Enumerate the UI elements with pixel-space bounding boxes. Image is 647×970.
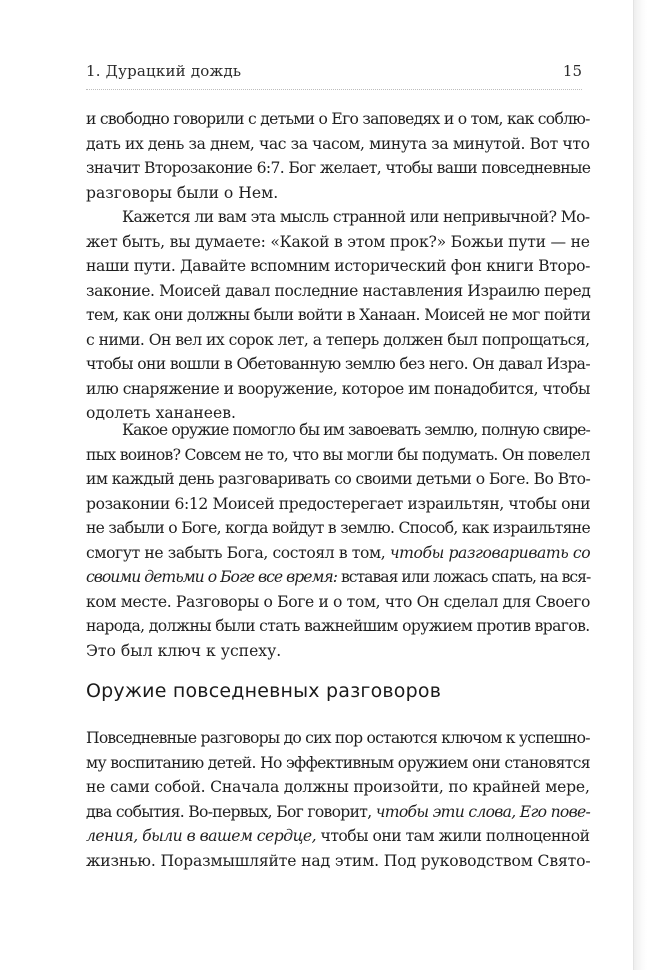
text-run: смогут не забыть Бога, состоял в том, [86, 543, 390, 562]
text-line: им каждый день разговаривать со своими детьми о Боге. Во Вто- [86, 470, 591, 488]
page-number: 15 [562, 62, 582, 80]
chapter-title: 1. Дурацкий дождь [86, 62, 242, 80]
text-line: не сами собой. Сначала должны произойти, по крайней мере, [86, 778, 590, 796]
text-line: Повседневные разговоры до сих пор остаются ключом к успешно- [86, 729, 590, 747]
text-line: илю снаряжение и вооружение, которое им понадобится, чтобы [86, 379, 590, 398]
text-line: одолеть хананеев. [86, 404, 236, 422]
text-line: ком месте. Разговоры о Боге и о том, что Он сделал для Своего [86, 592, 590, 611]
text-line [86, 541, 590, 566]
section-heading: Оружие повседневных разговоров [86, 680, 442, 702]
header-rule [86, 89, 582, 90]
text-line: Кажется ли вам эта мысль странной или непривычной? Мо- [122, 208, 590, 226]
text-line: значит Второзаконие 6:7. Бог желает, чтобы ваши повседневные [86, 159, 591, 177]
text-line: и свободно говорили с детьми о Его заповедях и о том, как соблю- [86, 110, 590, 128]
text-line: му воспитанию детей. Но эффективным оружием они становятся [86, 753, 590, 772]
text-line: законие. Моисей давал последние наставления Израилю перед [86, 281, 591, 300]
paragraph-3 [86, 418, 590, 663]
text-line: чтобы они вошли в Обетованную землю без него. Он давал Изра- [86, 355, 590, 373]
text-line [86, 565, 590, 590]
emphasis-text: ления, были в вашем сердце, [86, 827, 317, 845]
running-header [86, 62, 582, 84]
text-line: Это был ключ к успеху. [86, 641, 282, 660]
text-line: розаконии 6:12 Моисей предостерегает израильтян, чтобы они [86, 494, 591, 513]
emphasis-text: своими детьми о Боге все время: [86, 568, 337, 586]
text-line: тем, как они должны были войти в Ханаан. Моисей не мог пойти [86, 306, 591, 324]
text-line: Какое оружие помогло бы им завоевать землю, полную свире- [122, 421, 590, 439]
text-run: чтобы они там жили полноценной [316, 827, 590, 845]
text-line [86, 824, 590, 849]
emphasis-text: чтобы разговаривать со [389, 543, 591, 562]
text-run: два события. Во-первых, Бог говорит, [86, 802, 376, 821]
text-line: не забыли о Боге, когда войдут в землю. Способ, как израильтяне [86, 519, 590, 537]
paragraph-4 [86, 726, 590, 873]
text-run: вставая или ложась спать, на вся- [337, 568, 591, 586]
emphasis-text: чтобы эти слова, Его пове- [375, 802, 591, 821]
paragraph-2 [86, 205, 590, 426]
text-line: народа, должны были стать важнейшим оружием против врагов. [86, 617, 590, 635]
text-line: дать их день за днем, час за часом, минута за минутой. Вот что [86, 134, 590, 153]
text-line: с ними. Он вел их сорок лет, а теперь должен был попрощаться, [86, 330, 590, 349]
text-line: пых воинов? Совсем не то, что вы могли бы подумать. Он повелел [86, 445, 590, 464]
page-edge-shadow [634, 0, 647, 970]
text-line: жизнью. Поразмышляйте над этим. Под руководством Свято- [86, 851, 591, 870]
text-line [86, 800, 590, 825]
text-line: разговоры были о Нем. [86, 183, 279, 202]
paragraph-1 [86, 107, 590, 205]
text-line: жет быть, вы думаете: «Какой в этом прок?» Божьи пути — не [86, 232, 590, 251]
text-line: наши пути. Давайте вспомним исторический фон книги Второ- [86, 257, 591, 275]
